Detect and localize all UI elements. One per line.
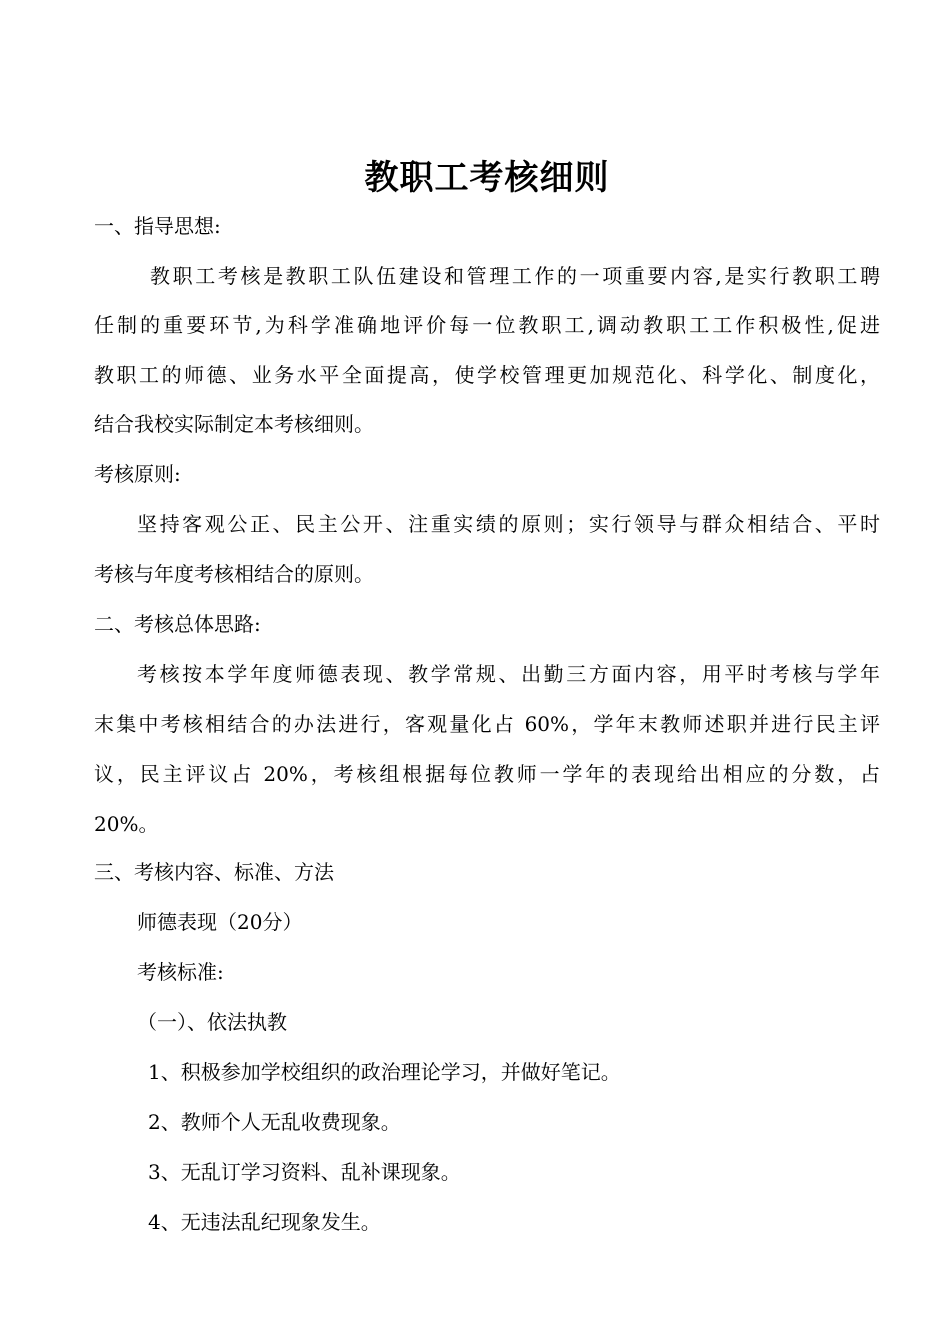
paragraph-line: 考核按本学年度师德表现、教学常规、出勤三方面内容，用平时考核与学年 xyxy=(137,662,880,686)
paragraph-line: 考核与年度考核相结合的原则。 xyxy=(94,562,374,586)
sub-heading-law-abiding: （一）、依法执教 xyxy=(137,1010,287,1034)
paragraph-line: 任制的重要环节,为科学准确地评价每一位教职工,调动教职工工作积极性,促进 xyxy=(94,313,880,337)
paragraph-line: 教职工的师德、业务水平全面提高，使学校管理更加规范化、科学化、制度化， xyxy=(94,363,880,387)
section-heading-principles: 考核原则: xyxy=(94,462,181,486)
paragraph-line: 20%。 xyxy=(94,812,159,836)
document-title: 教职工考核细则 xyxy=(364,158,610,198)
paragraph-line: 末集中考核相结合的办法进行，客观量化占 60%，学年末教师述职并进行民主评 xyxy=(94,712,880,736)
section-heading-overall-approach: 二、考核总体思路: xyxy=(94,612,261,636)
paragraph-line: 教职工考核是教职工队伍建设和管理工作的一项重要内容,是实行教职工聘 xyxy=(150,264,880,288)
paragraph-line: 坚持客观公正、民主公开、注重实绩的原则；实行领导与群众相结合、平时 xyxy=(137,512,880,536)
section-heading-guiding-ideology: 一、指导思想: xyxy=(94,214,221,238)
list-item: 4、无违法乱纪现象发生。 xyxy=(148,1210,381,1234)
list-item: 3、无乱订学习资料、乱补课现象。 xyxy=(148,1160,461,1184)
subsection-standard: 考核标准: xyxy=(137,960,224,984)
paragraph-line: 结合我校实际制定本考核细则。 xyxy=(94,412,374,436)
subsection-ethics: 师德表现（20分） xyxy=(137,910,303,934)
paragraph-line: 议，民主评议占 20%，考核组根据每位教师一学年的表现给出相应的分数，占 xyxy=(94,762,880,786)
list-item: 1、积极参加学校组织的政治理论学习，并做好笔记。 xyxy=(148,1060,621,1084)
section-heading-content-standards: 三、考核内容、标准、方法 xyxy=(94,860,334,884)
list-item: 2、教师个人无乱收费现象。 xyxy=(148,1110,401,1134)
